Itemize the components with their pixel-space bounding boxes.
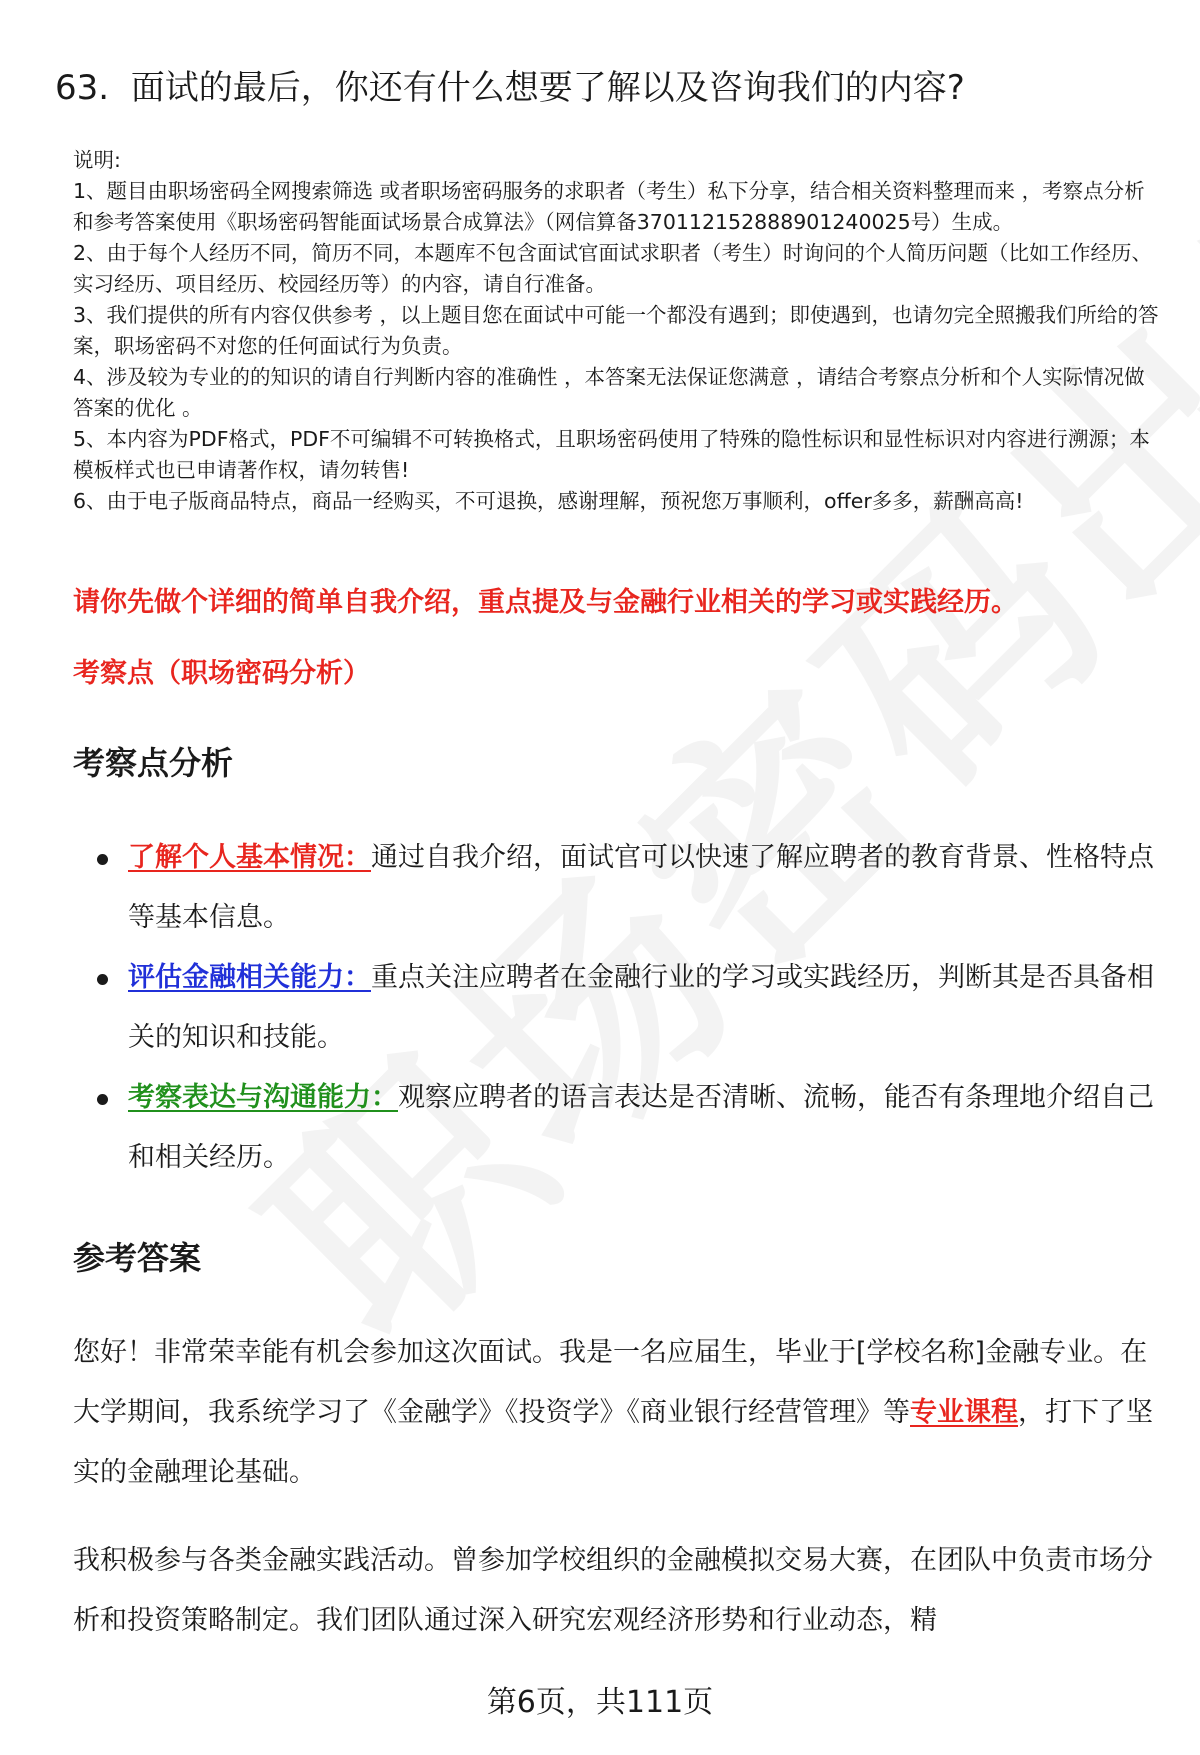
analysis-bullet	[95, 828, 1155, 948]
answer-text: 您好！非常荣幸能有机会参加这次面试。我是一名应届生，毕业于[学校名称]金融专业。在大学期间，我系统学习了《金融学》《投资学》《商业银行经营管理》等	[73, 1337, 1148, 1428]
analysis-heading: 考察点分析	[73, 744, 234, 782]
bullet-text: 观察应聘者的语言表达是否清晰、流畅，能否有条理地介绍自己和相关经历。	[128, 1082, 1154, 1173]
analysis-bullet	[95, 1068, 1155, 1188]
bullet-keyword: 了解个人基本情况：	[128, 842, 371, 873]
answer-paragraph: 我积极参与各类金融实践活动。曾参加学校组织的金融模拟交易大赛，在团队中负责市场分析和投资策略制定。我们团队通过深入研究宏观经济形势和行业动态，精	[73, 1545, 1153, 1636]
bullet-keyword: 评估金融相关能力：	[128, 962, 371, 993]
bullet-dot-icon	[97, 854, 108, 865]
analysis-tag: 考察点（职场密码分析）	[73, 658, 370, 689]
notes-section	[73, 145, 1163, 517]
bullet-text: 重点关注应聘者在金融行业的学习或实践经历，判断其是否具备相关的知识和技能。	[128, 962, 1154, 1053]
question-number: 63.	[55, 68, 110, 108]
note-item: 2、由于每个人经历不同，简历不同，本题库不包含面试官面试求职者（考生）时询问的个人简历问题（比如工作经历、实习经历、项目经历、校园经历等）的内容，请自行准备。	[73, 241, 1153, 296]
analysis-list	[95, 828, 1155, 1188]
note-item: 1、题目由职场密码全网搜索筛选 或者职场密码服务的求职者（考生）私下分享，结合相关资料整理而来 ，考察点分析和参考答案使用《职场密码智能面试场景合成算法》（网信算备370112152888901240025号）生成。	[73, 179, 1145, 234]
bullet-keyword: 考察表达与沟通能力：	[128, 1082, 398, 1113]
note-item: 6、由于电子版商品特点，商品一经购买，不可退换，感谢理解，预祝您万事顺利，offer多多，薪酬高高!	[73, 489, 1024, 513]
note-item: 4、涉及较为专业的的知识的请自行判断内容的准确性 ，本答案无法保证您满意 ，请结合考察点分析和个人实际情况做答案的优化 。	[73, 365, 1145, 420]
question-text: 面试的最后，你还有什么想要了解以及咨询我们的内容?	[130, 68, 965, 108]
answer-paragraph	[73, 1323, 1158, 1503]
question-title	[55, 60, 965, 109]
notes-label: 说明:	[73, 148, 121, 172]
answer-body	[73, 1323, 1158, 1679]
answer-highlight: 专业课程	[910, 1397, 1018, 1428]
page-footer: 第6页，共111页	[486, 1685, 714, 1720]
note-item: 3、我们提供的所有内容仅供参考 ，以上题目您在面试中可能一个都没有遇到；即使遇到，也请勿完全照搬我们所给的答案，职场密码不对您的任何面试行为负责。	[73, 303, 1159, 358]
answer-text: ，打下了坚实的金融理论基础。	[73, 1397, 1153, 1488]
bullet-dot-icon	[97, 974, 108, 985]
bullet-dot-icon	[97, 1094, 108, 1105]
bullet-text: 通过自我介绍，面试官可以快速了解应聘者的教育背景、性格特点等基本信息。	[128, 842, 1154, 933]
answer-heading: 参考答案	[73, 1239, 202, 1277]
analysis-bullet	[95, 948, 1155, 1068]
interview-question: 请你先做个详细的简单自我介绍，重点提及与金融行业相关的学习或实践经历。	[73, 587, 1018, 618]
note-item: 5、本内容为PDF格式，PDF不可编辑不可转换格式，且职场密码使用了特殊的隐性标识和显性标识对内容进行溯源；本模板样式也已申请著作权，请勿转售!	[73, 427, 1150, 482]
